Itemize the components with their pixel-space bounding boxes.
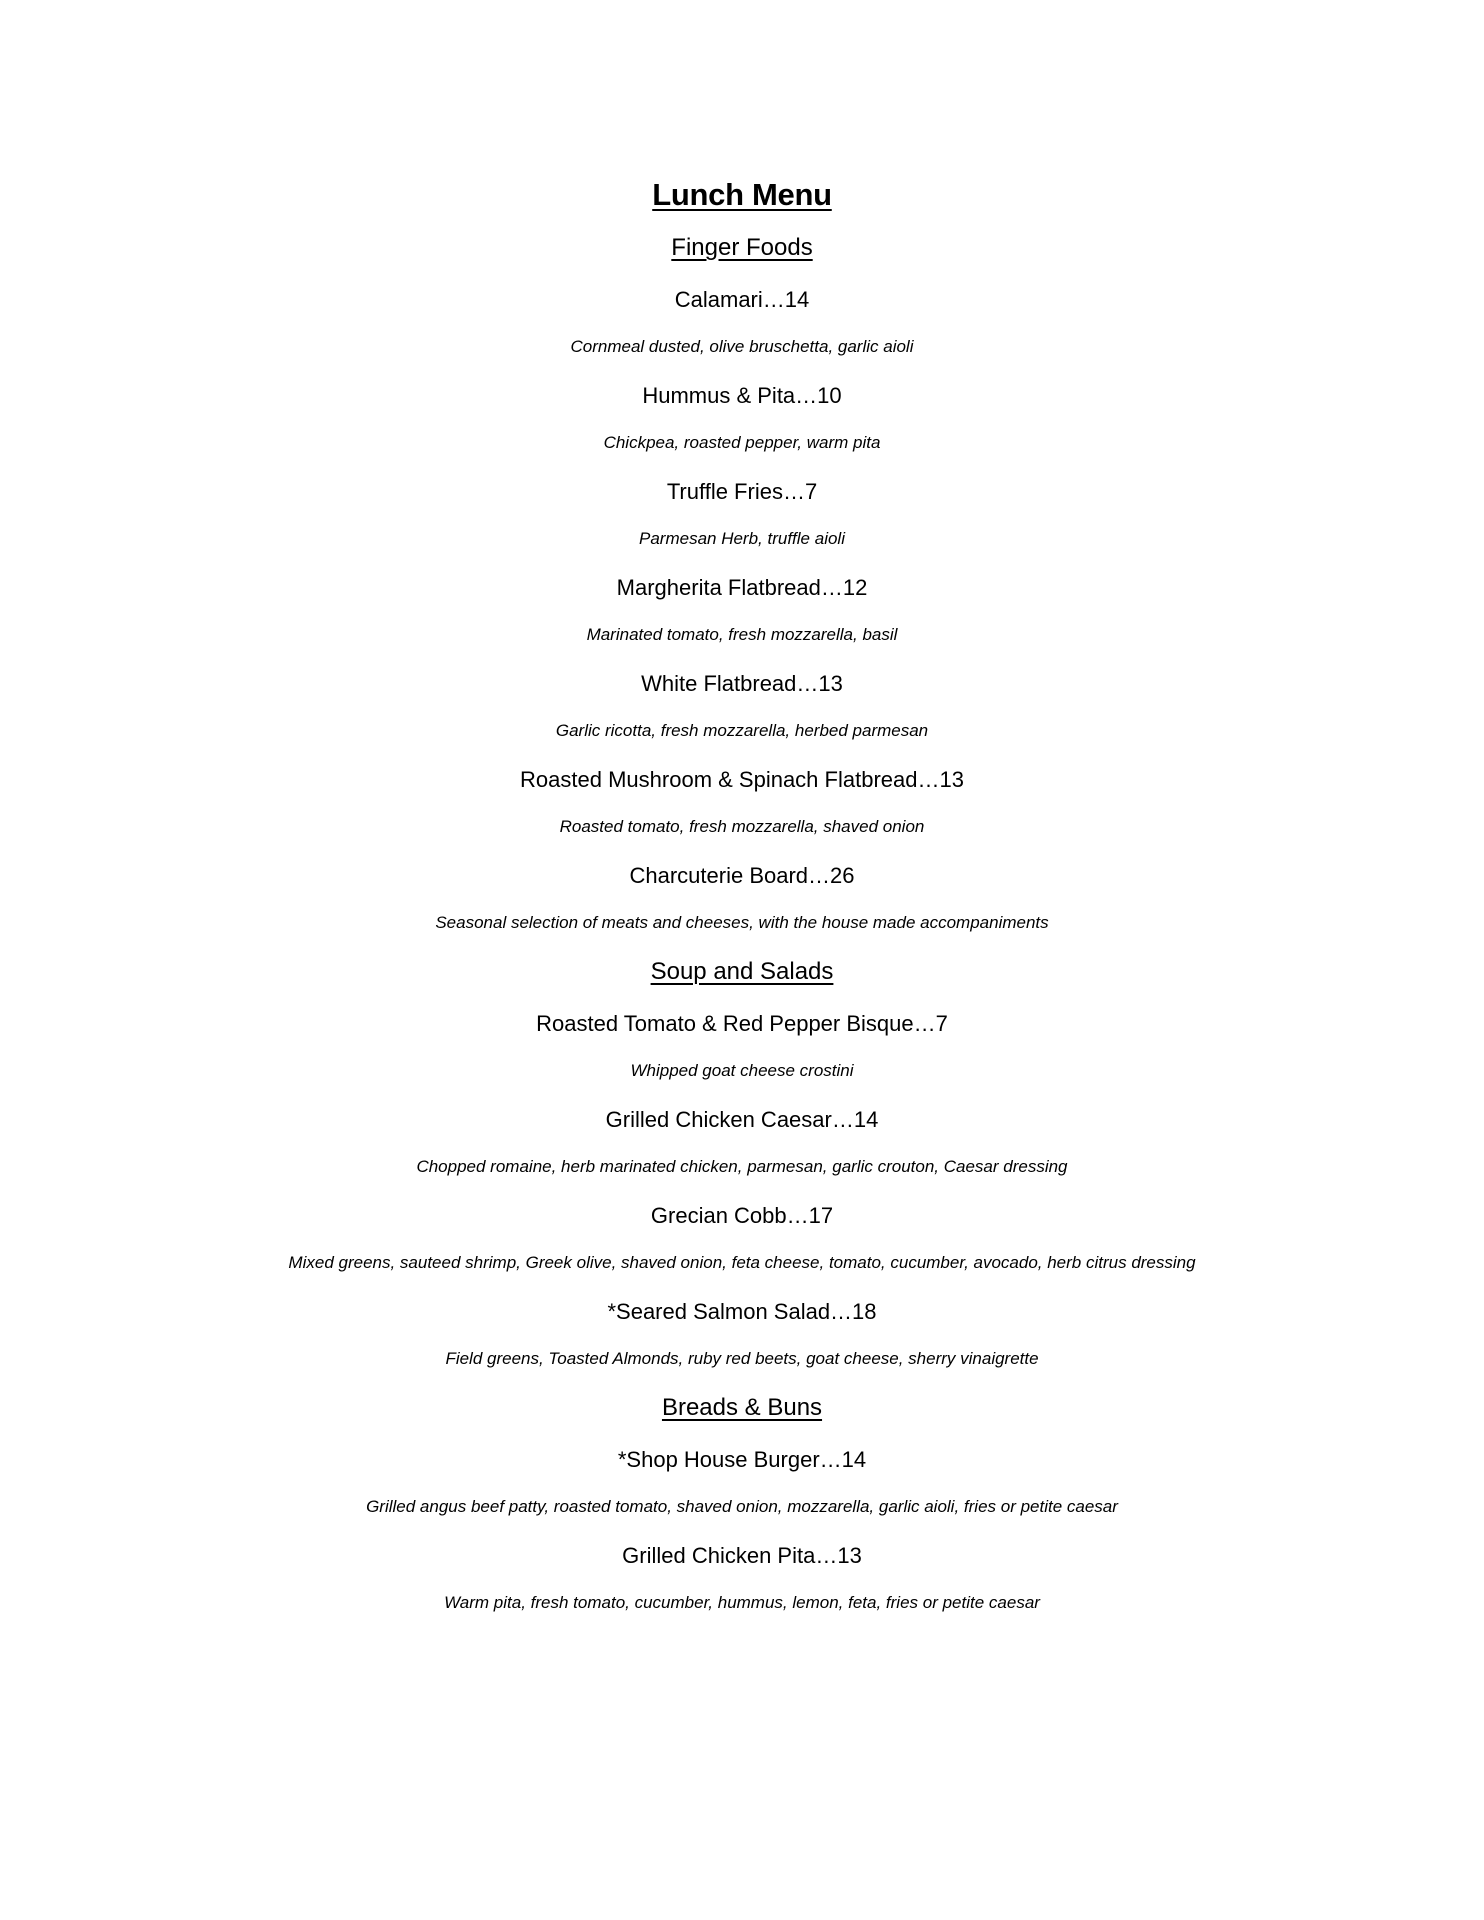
menu-item-name: Grilled Chicken Pita…13 [622,1543,862,1568]
menu-item-description: Warm pita, fresh tomato, cucumber, hummus, lemon, feta, fries or petite caesar [444,1593,1040,1612]
section-heading-breads-and-buns: Breads & Buns [661,1394,823,1421]
section-heading-finger-foods: Finger Foods [671,234,813,261]
menu-title: Lunch Menu [652,177,832,212]
menu-item-description: Seasonal selection of meats and cheeses, with the house made accompaniments [435,913,1049,932]
menu-item-name: Hummus & Pita…10 [642,383,842,408]
lunch-menu [0,174,1484,1636]
menu-item-name: Roasted Mushroom & Spinach Flatbread…13 [520,767,964,792]
section-heading-soup-and-salads: Soup and Salads [650,958,834,985]
menu-item-description: Marinated tomato, fresh mozzarella, basil [586,625,898,644]
menu-item-name: Margherita Flatbread…12 [616,575,868,600]
menu-item-name: Calamari…14 [674,287,810,312]
menu-item-name: *Shop House Burger…14 [617,1447,867,1472]
menu-item-description: Field greens, Toasted Almonds, ruby red beets, goat cheese, sherry vinaigrette [445,1349,1039,1368]
menu-item-name: White Flatbread…13 [641,671,843,696]
menu-item-name: *Seared Salmon Salad…18 [607,1299,877,1324]
menu-item-name: Truffle Fries…7 [666,479,818,504]
menu-item-description: Grilled angus beef patty, roasted tomato, shaved onion, mozzarella, garlic aioli, fries or petite caesar [366,1497,1118,1516]
menu-item-description: Roasted tomato, fresh mozzarella, shaved onion [559,817,925,836]
menu-item-description: Mixed greens, sauteed shrimp, Greek olive, shaved onion, feta cheese, tomato, cucumber, avocado, herb citrus dressing [288,1253,1196,1272]
menu-item-description: Chickpea, roasted pepper, warm pita [603,433,881,452]
menu-item-name: Roasted Tomato & Red Pepper Bisque…7 [536,1011,948,1036]
menu-item-description: Cornmeal dusted, olive bruschetta, garlic aioli [570,337,914,356]
menu-item-name: Grecian Cobb…17 [650,1203,834,1228]
menu-item-description: Chopped romaine, herb marinated chicken, parmesan, garlic crouton, Caesar dressing [416,1157,1068,1176]
menu-item-name: Charcuterie Board…26 [629,863,855,888]
menu-item-name: Grilled Chicken Caesar…14 [605,1107,879,1132]
menu-item-description: Parmesan Herb, truffle aioli [639,529,845,548]
menu-item-description: Whipped goat cheese crostini [630,1061,854,1080]
menu-item-description: Garlic ricotta, fresh mozzarella, herbed parmesan [555,721,929,740]
